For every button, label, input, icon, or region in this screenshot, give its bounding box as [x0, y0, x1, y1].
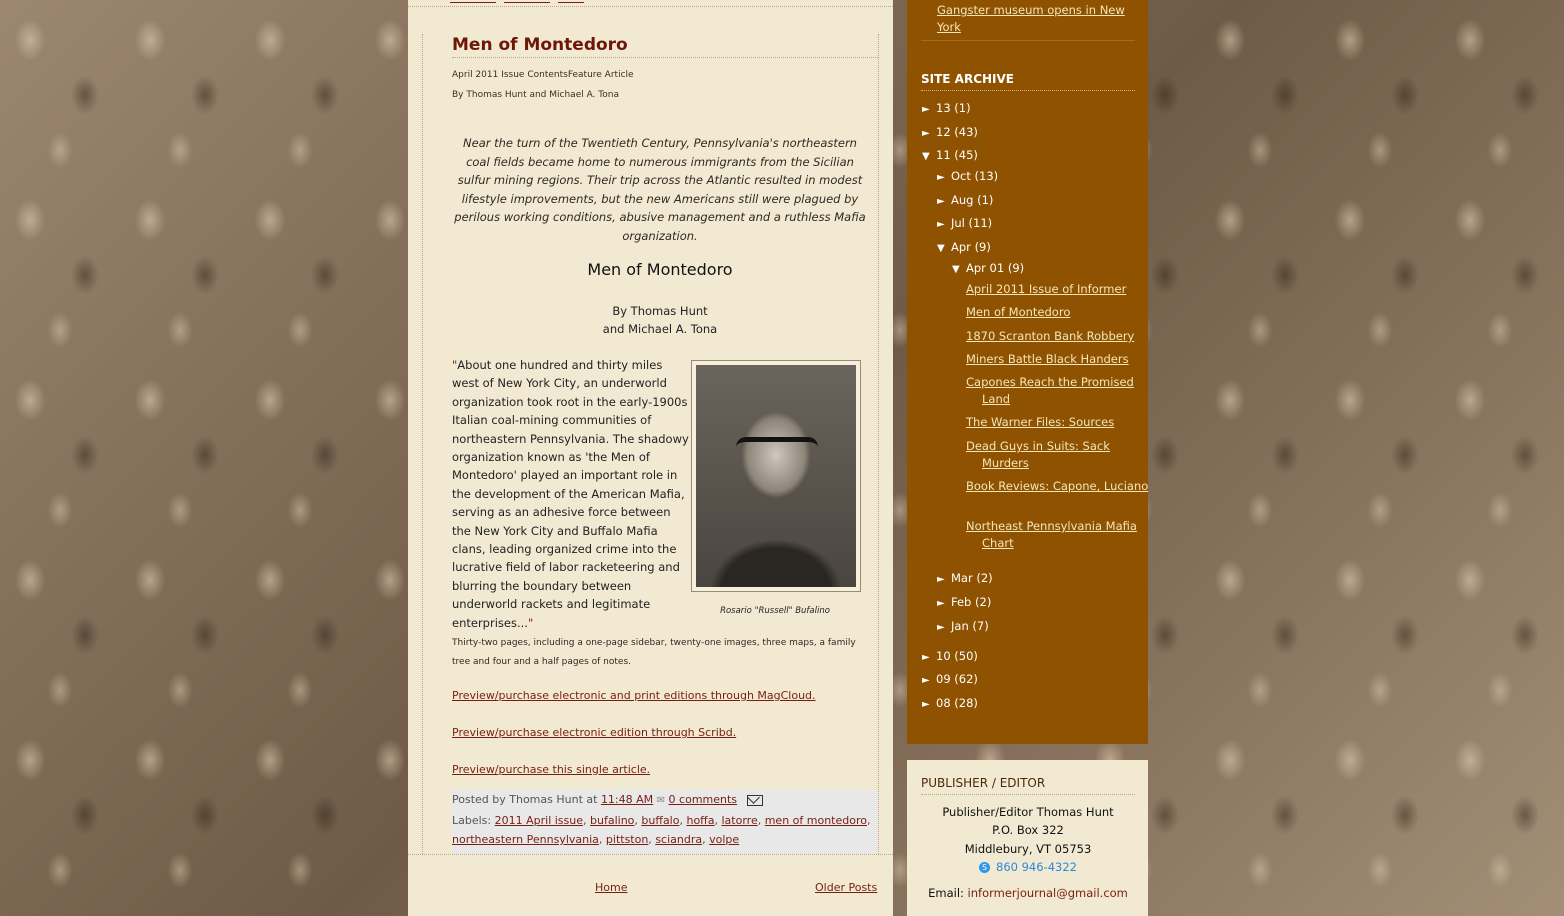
publisher-line: Middlebury, VT 05753 [964, 841, 1092, 856]
quote-close: " [527, 615, 534, 630]
publisher-line: Publisher/Editor Thomas Hunt [942, 805, 1114, 819]
publisher-address [921, 803, 1135, 877]
email-label: Email: [928, 886, 964, 900]
partial-link[interactable] [558, 0, 584, 3]
post-meta [452, 790, 878, 811]
sidebar-divider [921, 40, 1135, 41]
expand-arrow-icon[interactable]: ► [922, 104, 930, 115]
archive-post-link[interactable]: April 2011 Issue of Informer [966, 282, 1127, 296]
label-link[interactable]: sciandra [655, 833, 703, 846]
publisher-email [921, 886, 1135, 900]
publisher-line: P.O. Box 322 [992, 823, 1064, 838]
archive-month-open[interactable]: ▼ Apr (9) [937, 240, 991, 254]
older-posts-link[interactable]: Older Posts [815, 881, 878, 894]
expand-arrow-icon[interactable]: ► [937, 196, 945, 207]
expand-arrow-icon[interactable]: ► [937, 219, 945, 230]
article-quote [452, 356, 690, 632]
archive-day-open[interactable]: ▼ Apr 01 (9) [952, 261, 1025, 275]
comments-link[interactable]: 0 comments [668, 793, 738, 806]
archive-month[interactable]: ► Feb (2) [937, 595, 992, 609]
home-link[interactable]: Home [595, 881, 628, 894]
labels-prefix: Labels: [452, 813, 492, 827]
intro-text: Near the turn of the Twentieth Century, Pennsylvania's northeastern coal fields became home to numerous immigrants from the Sicilian sulfur mining regions. Their trip across the Atlantic resulted in modest lifestyle improvements, but the new Americans still were plagued by perilous working conditions, abusive management and a ruthless Mafia organization. [454, 136, 866, 243]
label-link[interactable]: 2011 April issue [494, 813, 584, 827]
publisher-phone[interactable]: S 860 946-4322 [921, 858, 1135, 876]
expand-arrow-icon[interactable]: ► [937, 622, 945, 633]
label-link[interactable]: buffalo [641, 813, 680, 827]
archive-title: SITE ARCHIVE [921, 72, 1135, 91]
expand-arrow-icon[interactable]: ► [937, 598, 945, 609]
post-column [408, 0, 893, 916]
comment-icon: ✉ [656, 795, 666, 806]
article-heading: Men of Montedoro [587, 260, 733, 279]
partial-link[interactable] [450, 0, 496, 3]
archive-post-link[interactable]: Men of Montedoro [966, 305, 1071, 319]
byline-line-1: By Thomas Hunt [612, 304, 708, 318]
gangster-museum-link[interactable]: Gangster museum opens in New York [937, 3, 1125, 34]
archive-month[interactable]: ► Oct (13) [937, 169, 999, 183]
posted-by: Posted by Thomas Hunt at [452, 793, 598, 806]
expand-arrow-icon[interactable]: ► [937, 574, 945, 585]
archive-month[interactable]: ► Jan (7) [937, 619, 989, 633]
post-title[interactable]: Men of Montedoro [452, 34, 878, 58]
collapse-arrow-icon[interactable]: ▼ [952, 264, 960, 275]
partial-link[interactable] [504, 0, 550, 3]
email-post-icon[interactable] [747, 795, 763, 806]
label-link[interactable]: pittston [605, 833, 649, 846]
expand-arrow-icon[interactable]: ► [922, 128, 930, 139]
top-partial-links [450, 0, 592, 6]
byline [452, 302, 868, 338]
label-link[interactable]: bufalino [590, 813, 635, 827]
single-article-link[interactable]: Preview/purchase this single article. [452, 763, 651, 776]
post-footer [452, 790, 878, 854]
archive-post-link[interactable]: Capones Reach the Promised Land [966, 375, 1134, 406]
label-link[interactable]: northeastern Pennsylvania [452, 833, 599, 846]
scribd-link[interactable]: Preview/purchase electronic edition through Scribd. [452, 726, 737, 739]
archive-month[interactable]: ► Aug (1) [937, 193, 994, 207]
collapse-arrow-icon[interactable]: ▼ [922, 151, 930, 162]
byline-line-2: and Michael A. Tona [602, 322, 718, 336]
sidebar-archive [907, 0, 1148, 744]
archive-post-link[interactable]: The Warner Files: Sources [966, 415, 1115, 429]
archive-post-link[interactable]: 1870 Scranton Bank Robbery [966, 329, 1135, 343]
expand-arrow-icon[interactable]: ► [922, 699, 930, 710]
post-time-link[interactable]: 11:48 AM [600, 793, 654, 806]
label-link[interactable]: hoffa [686, 813, 715, 827]
archive-post-link[interactable]: Dead Guys in Suits: Sack Murders [966, 439, 1110, 470]
label-link[interactable]: latorre [721, 813, 758, 827]
issue-line: April 2011 Issue ContentsFeature Article [452, 70, 634, 80]
publisher-title: PUBLISHER / EDITOR [921, 776, 1135, 795]
archive-year[interactable]: ► 13 (1) [922, 101, 971, 115]
top-divider [408, 6, 893, 7]
expand-arrow-icon[interactable]: ► [937, 172, 945, 183]
archive-year-open[interactable]: ▼ 11 (45) [922, 148, 978, 162]
post-labels: Labels: 2011 April issue, bufalino, buffalo, hoffa, latorre, men of montedoro, northeastern Pennsylvania, pittston, sciandra, volpe [452, 813, 871, 846]
archive-post-link[interactable]: Book Reviews: Capone, Luciano [966, 479, 1149, 493]
quote-open: " [452, 358, 458, 372]
archive-post-link[interactable]: Miners Battle Black Handers [966, 352, 1129, 366]
author-line: By Thomas Hunt and Michael A. Tona [452, 90, 620, 100]
photo-frame [691, 360, 861, 592]
expand-arrow-icon[interactable]: ► [922, 675, 930, 686]
email-link[interactable]: informerjournal@gmail.com [967, 886, 1128, 900]
glasses-shape [736, 437, 818, 464]
bufalino-photo [696, 365, 856, 587]
archive-year[interactable]: ► 12 (43) [922, 125, 978, 139]
archive-year[interactable]: ► 08 (28) [922, 696, 978, 710]
collapse-arrow-icon[interactable]: ▼ [937, 243, 945, 254]
expand-arrow-icon[interactable]: ► [922, 652, 930, 663]
label-link[interactable]: volpe [709, 833, 740, 846]
quote-text: About one hundred and thirty miles west of New York City, an underworld organization took root in the early-1900s Italian coal-mining communities of northeastern Pennsylvania. The shadowy organization known as 'the Men of Montedoro' played an important role in the development of the American Mafia, serving as an adhesive force between the New York City and Buffalo Mafia clans, leading organized crime into the lucrative field of labor racketeering and blurring the boundary between underworld rackets and legitimate enterprises... [452, 358, 689, 630]
pager-divider [408, 854, 893, 855]
skype-icon: S [979, 862, 990, 873]
archive-year[interactable]: ► 09 (62) [922, 672, 978, 686]
post [422, 34, 879, 854]
archive-month[interactable]: ► Jul (11) [937, 216, 993, 230]
photo-caption: Rosario "Russell" Bufalino [720, 606, 830, 616]
sidebar-publisher [907, 760, 1148, 916]
archive-year[interactable]: ► 10 (50) [922, 649, 978, 663]
magcloud-link[interactable]: Preview/purchase electronic and print editions through MagCloud. [452, 689, 816, 702]
archive-month[interactable]: ► Mar (2) [937, 571, 993, 585]
summary-text: Thirty-two pages, including a one-page sidebar, twenty-one images, three maps, a family tree and four and a half pages of notes. [452, 638, 856, 667]
archive-post-link[interactable]: Northeast Pennsylvania Mafia Chart [966, 519, 1137, 550]
label-link[interactable]: men of montedoro [764, 813, 867, 827]
